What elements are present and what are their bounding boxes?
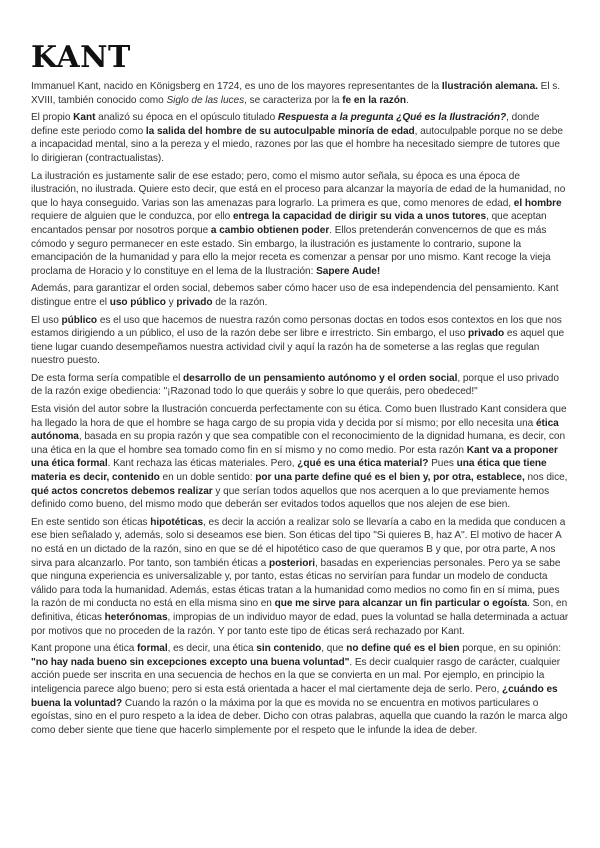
emphasis-text: privado xyxy=(468,328,505,340)
paragraph xyxy=(31,314,569,368)
paragraph-text: , donde define este periodo como xyxy=(31,112,540,137)
emphasis-text: una ética que tiene materia es decir, contenido xyxy=(31,458,547,484)
emphasis-text: Ilustración alemana. xyxy=(441,81,538,92)
paragraph-text: En este sentido son éticas xyxy=(31,516,151,528)
paragraph-text: es aquel que tiene lugar cuando desempeñamos nuestra actividad civil y aquí la razón ha de someterse a las reglas que regulan nuestro puesto. xyxy=(31,328,565,367)
emphasis-text: ¿qué es una ética material? xyxy=(297,458,429,470)
paragraph-text: Esta visión del autor sobre la Ilustración concuerda perfectamente con su ética. Como buen Ilustrado Kant considera que ha llegado la hora de que el hombre se haga cargo de su propia vida y decida por sí mismo; por ello necesita una xyxy=(31,404,567,429)
paragraph-text: , se caracteriza por la xyxy=(244,94,343,106)
emphasis-text: formal xyxy=(137,643,168,655)
emphasis-text: por una parte define qué es el bien y, por otra, establece, xyxy=(255,472,525,484)
paragraph-text: , basada en su propia razón y que sea compatible con el reconocimiento de la dignidad humana, es decir, con una ética en la que el hombre sea tomado como fin en sí mismo y no como medio. Por esta razón xyxy=(31,431,566,456)
emphasis-text: privado xyxy=(176,296,213,308)
emphasis-text: entrega la capacidad de dirigir su vida a unos tutores xyxy=(232,211,487,223)
paragraph-text: . Ellos pretenderán convencernos de que es más cómodo y seguro permanecer en este estado. Sin embargo, la ilustración es justamente lo contrario, supone la emancipación de la humanidad y para ello la mejor receta es comenzar a pensar por uno mismo. Kant recoge la vieja proclama de Horacio y lo constituye en el lema de la Ilustración: xyxy=(31,224,551,277)
paragraph-text: es el uso que hacemos de nuestra razón como personas doctas en todos esos contextos en los que nos estamos dirigiendo a un público, el uso de la razón debe ser libre e irrestricto. Sin embargo, el uso xyxy=(31,314,562,340)
paragraph-text: . Kant rechaza las éticas materiales. Pero, xyxy=(107,458,298,470)
paragraph-text: , basadas en experiencias personales. Pero ya se sabe que ninguna experiencia es universalizable y, por tanto, estas éticas no servirían para fundar un modelo de conducta válido para toda la humanidad. Además, estas éticas tratan a la humanidad como medios no como fin en sí mima, pues la razón de mi conducta no está en ella misma sino en xyxy=(31,557,561,610)
emphasis-text: fe en la razón xyxy=(342,94,407,106)
emphasis-text: Respuesta a la pregunta ¿Qué es la Ilustración? xyxy=(277,112,507,124)
paragraph-text: Además, para garantizar el orden social, debemos saber cómo hacer uso de esa independencia del pensamiento. Kant distingue entre el xyxy=(31,283,559,308)
paragraph-text: Pues xyxy=(428,458,457,470)
paragraph-text: Immanuel Kant, nacido en Königsberg en 1724, es uno de los mayores representantes de la xyxy=(31,81,442,92)
emphasis-text: desarrollo de un pensamiento autónomo y el orden social xyxy=(183,372,458,384)
paragraph-text: Cuando la razón o la máxima por la que es movida no se encuentra en motivos particulares o egoístas, sino en el puro respeto a la idea de deber. Dicho con otras palabras, aquella que cuando la razón le marca algo como deber siente que tiene que hacerlo simplemente por el respeto que le infunde la idea de deber. xyxy=(31,697,568,736)
emphasis-text: no define qué es el bien xyxy=(346,643,460,655)
emphasis-text: sin contenido xyxy=(256,643,322,655)
paragraph-text: analizó su época en el opúsculo titulado xyxy=(95,112,278,124)
paragraph-text: , porque el uso privado de la razón exige obediencia: "¡Razonad todo lo que queráis y sobre lo que queráis, pero obedeced!" xyxy=(31,372,559,398)
paragraph xyxy=(31,80,569,107)
emphasis-text: uso público xyxy=(109,296,166,308)
paragraph-text: , es decir, una ética xyxy=(167,643,257,655)
paragraph-text: El uso xyxy=(31,314,62,326)
emphasis-text: ética autónoma xyxy=(31,417,559,443)
page-title: KANT xyxy=(31,40,131,75)
emphasis-text: la salida del hombre de su autoculpable minoría de edad xyxy=(145,125,415,137)
paragraph-text: , autoculpable porque no se debe a incapacidad mental, sino a la pereza y el miedo, razones por las que el hombre ha necesitado siempre de tutores que lo dirigieran (contractualistas). xyxy=(31,125,563,164)
paragraph-text: en un doble sentido: xyxy=(159,472,256,484)
emphasis-text: "no hay nada bueno sin excepciones excepto una buena voluntad" xyxy=(31,656,350,668)
emphasis-text: heterónomas xyxy=(104,611,168,623)
emphasis-text: que me sirve para alcanzar un fin particular o egoísta xyxy=(274,598,528,610)
paragraph-text: El s. XVIII, también conocido como xyxy=(31,81,561,106)
emphasis-text: Kant va a proponer una ética formal xyxy=(31,444,558,470)
emphasis-text: Kant xyxy=(73,112,96,124)
paragraph-text: , es decir la acción a realizar solo se llevaría a cabo en la medida que conducen a ese bien señalado y, además, solo si deseamos ese bien. Son éticas del tipo "Si quieres B, haz A". El motivo de hacer A no está en un dictado de la razón, sino en que se dé el hipotético caso de que queramos B y que, por otra parte, A nos sirva para alcanzarlo. Por tanto, son también éticas a xyxy=(31,516,566,569)
paragraph-text: nos dice, xyxy=(524,472,568,484)
emphasis-text: público xyxy=(61,314,98,326)
paragraph xyxy=(31,642,569,737)
paragraph-text: Kant propone una ética xyxy=(31,643,138,655)
paragraph-text: . Son, en definitiva, éticas xyxy=(31,598,568,623)
document-body xyxy=(31,80,569,737)
paragraph-text: El propio xyxy=(31,112,74,124)
paragraph xyxy=(31,170,569,279)
emphasis-text: hipotéticas xyxy=(150,516,204,528)
emphasis-text: a cambio obtienen poder xyxy=(210,224,330,236)
paragraph-text: de la razón. xyxy=(212,296,268,308)
paragraph xyxy=(31,282,569,309)
paragraph xyxy=(31,372,569,399)
emphasis-text: Sapere Aude! xyxy=(316,265,381,277)
emphasis-text: posteriori xyxy=(268,557,316,569)
paragraph-text: , que aceptan encantados pensar por nosotros porque xyxy=(31,211,547,236)
paragraph-text: requiere de alguien que le conduzca, por ello xyxy=(31,211,233,223)
paragraph-text: . xyxy=(406,94,409,106)
emphasis-text: el hombre xyxy=(513,197,562,209)
paragraph xyxy=(31,403,569,512)
paragraph xyxy=(31,516,569,638)
paragraph xyxy=(31,111,569,165)
paragraph-text: y que serían todos aquellos que nos acerquen a lo que previamente hemos definido como bueno, del mismo modo que deberán ser evitados todos aquellos que nos alejen de ese bien. xyxy=(31,485,550,511)
paragraph-text: , que xyxy=(321,643,347,655)
emphasis-text: qué actos concretos debemos realizar xyxy=(31,485,213,497)
paragraph-text: La ilustración es justamente salir de ese estado; pero, como el mismo autor señala, su época es una época de ilustración, no ilustrada. Quiere esto decir, que está en el proceso para alcanzar la mayoría de edad de la humanidad, no que lo haya conseguido. Varias son las amenazas para lograrlo. La primera es que, como menores de edad, xyxy=(31,170,566,209)
paragraph-text: porque, en su opinión: xyxy=(459,643,562,655)
emphasis-text: ¿cuándo es buena la voluntad? xyxy=(31,683,558,709)
paragraph-text: De esta forma sería compatible el xyxy=(31,372,184,384)
paragraph-text: , impropias de un individuo mayor de edad, pues la voluntad se halla determinada a actuar por motivos que no proceden de la razón. Y por tanto este tipo de éticas será rechazado por Kant. xyxy=(31,611,569,637)
emphasis-text: Siglo de las luces xyxy=(166,94,245,106)
paragraph-text: . Es decir cualquier rasgo de carácter, cualquier acción puede ser inscrita en una secuencia de hechos en la que se convierta en un mal. Por ejemplo, en principio la inteligencia parece algo bueno; pero si esta está orientada a hacer el mal ciertamente deja de serlo. Pero, xyxy=(31,656,561,695)
paragraph-text: y xyxy=(165,296,177,308)
